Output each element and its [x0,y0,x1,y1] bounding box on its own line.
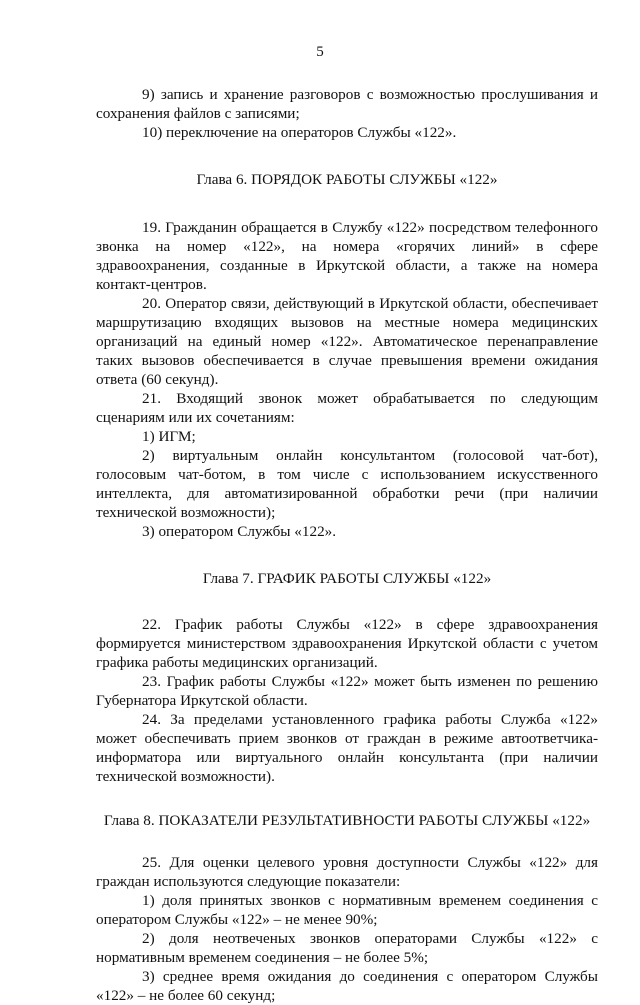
paragraph: 21. Входящий звонок может обрабатывается по следующим сценариям или их сочетаниям: [96,390,598,426]
chapter-heading: Глава 8. ПОКАЗАТЕЛИ РЕЗУЛЬТАТИВНОСТИ РАБОТЫ СЛУЖБЫ «122» [103,812,591,829]
chapter-heading: Глава 7. ГРАФИК РАБОТЫ СЛУЖБЫ «122» [202,570,492,587]
paragraph: 19. Гражданин обращается в Службу «122» посредством телефонного звонка на номер «122», на номера «горячих линий» в сфере здравоохранения, созданные в Иркутской области, а также на номера контакт-центров. [96,219,598,293]
list-item: 10) переключение на операторов Службы «122». [142,124,457,141]
paragraph: 20. Оператор связи, действующий в Иркутской области, обеспечивает маршрутизацию входящих вызовов на местные номера медицинских организаций на единый номер «122». Автоматическое перенаправление таких вызовов обеспечивается в случае превышения времени ожидания ответа (60 секунд). [96,295,598,388]
list-item: 3) среднее время ожидания до соединения с оператором Службы «122» – не более 60 секунд; [96,968,598,1004]
document-body [96,85,598,1005]
paragraph: 25. Для оценки целевого уровня доступности Службы «122» для граждан используются следующие показатели: [96,854,598,890]
paragraph: 23. График работы Службы «122» может быть изменен по решению Губернатора Иркутской области. [96,673,598,709]
list-item: 1) ИГМ; [142,428,196,445]
list-item: 1) доля принятых звонков с нормативным временем соединения с оператором Службы «122» – не менее 90%; [96,892,598,928]
list-item: 2) виртуальным онлайн консультантом (голосовой чат-бот), голосовым чат-ботом, в том числе с использованием искусственного интеллекта, для автоматизированной обработки речи (при наличии технической возможности); [96,447,598,521]
list-item: 3) оператором Службы «122». [142,523,337,540]
page-number: 5 [316,44,324,60]
list-item: 2) доля неотвеченых звонков операторами Службы «122» с нормативным временем соединения – не более 5%; [96,930,598,966]
paragraph: 24. За пределами установленного графика работы Служба «122» может обеспечивать прием звонков от граждан в режиме автоответчика-информатора или виртуального онлайн консультанта (при наличии технической возможности). [96,711,598,785]
chapter-heading: Глава 6. ПОРЯДОК РАБОТЫ СЛУЖБЫ «122» [196,171,498,188]
list-item: 9) запись и хранение разговоров с возможностью прослушивания и сохранения файлов с записями; [96,86,598,122]
paragraph: 22. График работы Службы «122» в сфере здравоохранения формируется министерством здравоохранения Иркутской области с учетом графика работы медицинских организаций. [96,616,598,671]
